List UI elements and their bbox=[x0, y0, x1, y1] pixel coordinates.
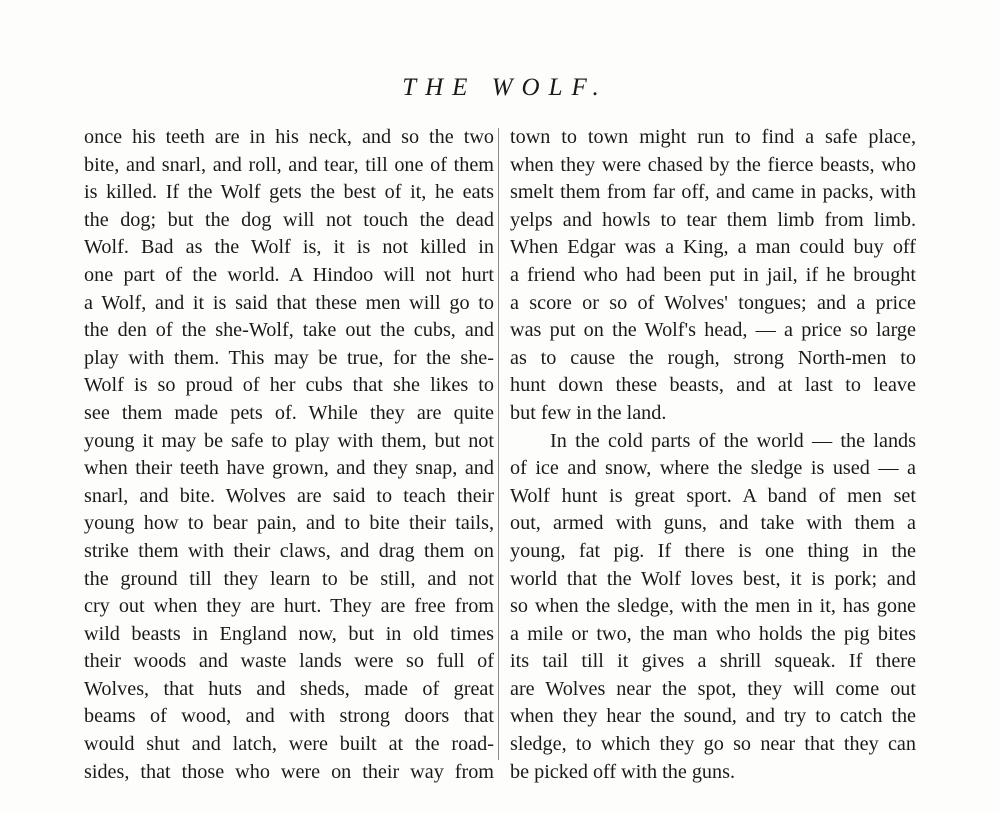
text-line: one part of the world. A Hindoo will not hurt bbox=[84, 263, 494, 286]
text-line: snarl, and bite. Wolves are said to teach their bbox=[84, 484, 494, 507]
text-line: see them made pets of. While they are quite bbox=[84, 401, 494, 424]
text-line: young, fat pig. If there is one thing in the bbox=[510, 539, 916, 562]
text-line: but few in the land. bbox=[510, 401, 667, 424]
text-line: hunt down these beasts, and at last to leave bbox=[510, 374, 916, 397]
text-line: bite, and snarl, and roll, and tear, till one of them bbox=[84, 153, 494, 176]
text-line: Wolf. Bad as the Wolf is, it is not killed in bbox=[84, 236, 494, 259]
text-line: smelt them from far off, and came in packs, with bbox=[510, 181, 916, 204]
text-line: its tail till it gives a shrill squeak. If there bbox=[510, 650, 916, 673]
text-line: the den of the she-Wolf, take out the cubs, and bbox=[84, 319, 494, 342]
text-line: a mile or two, the man who holds the pig bites bbox=[510, 622, 916, 645]
text-line: Wolves, that huts and sheds, made of great bbox=[84, 677, 494, 700]
text-line: When Edgar was a King, a man could buy off bbox=[510, 236, 916, 259]
text-line: as to cause the rough, strong North-men to bbox=[510, 346, 916, 369]
text-line: world that the Wolf loves best, it is pork; and bbox=[510, 567, 916, 590]
text-line: be picked off with the guns. bbox=[510, 760, 736, 783]
text-line: the ground till they learn to be still, and not bbox=[84, 567, 494, 590]
text-line: beams of wood, and with strong doors that bbox=[84, 705, 494, 728]
column-divider bbox=[498, 128, 499, 760]
text-line: so when the sledge, with the men in it, has gone bbox=[510, 595, 916, 618]
text-line: a score or so of Wolves' tongues; and a price bbox=[510, 291, 916, 314]
text-line: when they were chased by the fierce beasts, who bbox=[510, 153, 916, 176]
running-title: THE WOLF. bbox=[402, 74, 608, 101]
text-line: sides, that those who were on their way from bbox=[84, 760, 494, 783]
text-line: In the cold parts of the world — the lands bbox=[550, 429, 916, 452]
text-line: when their teeth have grown, and they snap, and bbox=[84, 457, 494, 480]
text-line: a Wolf, and it is said that these men will go to bbox=[84, 291, 494, 314]
text-line: young it may be safe to play with them, but not bbox=[84, 429, 494, 452]
text-line: their woods and waste lands were so full of bbox=[84, 650, 494, 673]
text-line: out, armed with guns, and take with them a bbox=[510, 512, 916, 535]
text-line: are Wolves near the spot, they will come out bbox=[510, 677, 916, 700]
text-line: when they hear the sound, and try to catch the bbox=[510, 705, 916, 728]
text-line: young how to bear pain, and to bite their tails, bbox=[84, 512, 494, 535]
text-line: once his teeth are in his neck, and so the two bbox=[84, 126, 494, 148]
left-text-column bbox=[84, 124, 494, 786]
text-line: Wolf is so proud of her cubs that she likes to bbox=[84, 374, 494, 397]
text-line: yelps and howls to tear them limb from limb. bbox=[510, 208, 916, 231]
text-line: wild beasts in England now, but in old times bbox=[84, 622, 494, 645]
text-line: a friend who had been put in jail, if he brought bbox=[510, 263, 916, 286]
text-line: strike them with their claws, and drag them on bbox=[84, 539, 494, 562]
right-text-column bbox=[510, 124, 916, 786]
text-line: would shut and latch, were built at the road- bbox=[84, 733, 494, 756]
text-line: of ice and snow, where the sledge is used — a bbox=[510, 457, 916, 480]
text-line: play with them. This may be true, for the she- bbox=[84, 346, 494, 369]
text-line: is killed. If the Wolf gets the best of it, he eats bbox=[84, 181, 494, 204]
text-line: was put on the Wolf's head, — a price so large bbox=[510, 319, 916, 342]
text-line: town to town might run to find a safe place, bbox=[510, 126, 916, 148]
text-line: Wolf hunt is great sport. A band of men set bbox=[510, 484, 916, 507]
text-line: cry out when they are hurt. They are free from bbox=[84, 595, 494, 618]
text-line: the dog; but the dog will not touch the dead bbox=[84, 208, 494, 231]
text-line: sledge, to which they go so near that they can bbox=[510, 733, 916, 756]
